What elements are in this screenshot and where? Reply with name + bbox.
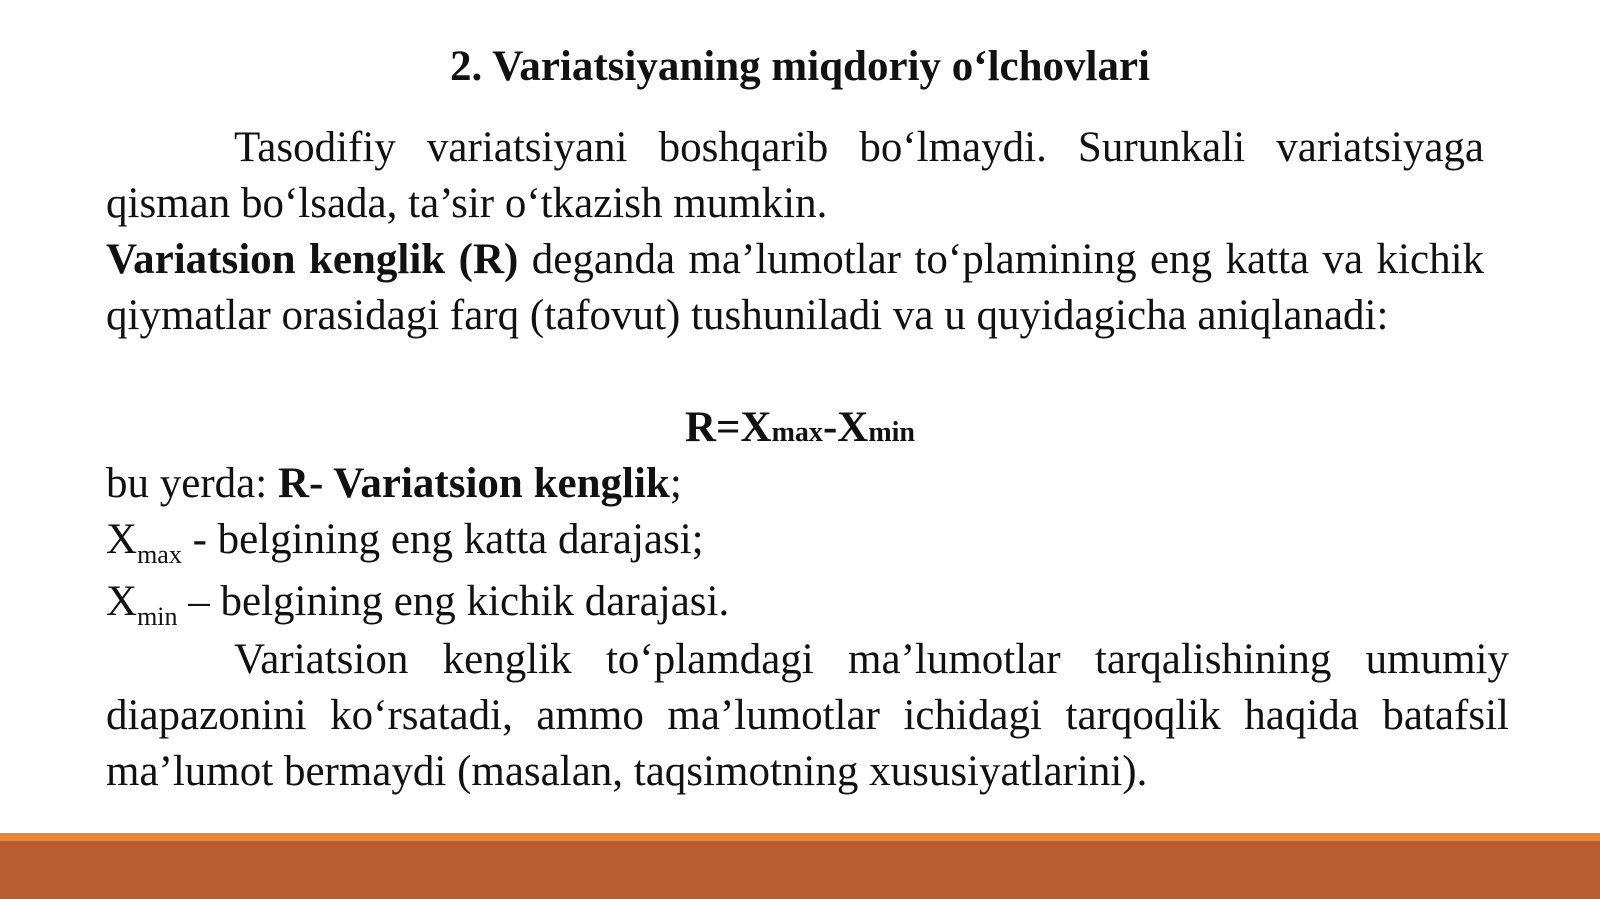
slide-title: 2. Variatsiyaning miqdoriy o‘lchovlari — [449, 43, 1150, 90]
summary-paragraph — [106, 632, 1509, 800]
xmin-subscript: min — [137, 602, 178, 631]
where-suffix: ; — [669, 460, 682, 507]
formula-lhs: R=X — [685, 404, 772, 451]
intro-paragraph — [106, 120, 1484, 232]
xmin-symbol: X — [106, 578, 138, 625]
definition-text: deganda ma’lumotlar to‘plamining eng katta va kichik qiymatlar orasidagi farq (tafovut) tushuniladi va u quyidagicha aniqlanadi: — [106, 236, 1485, 339]
xmax-symbol: X — [106, 516, 138, 563]
xmin-description: – belgining eng kichik darajasi. — [177, 578, 730, 625]
formula-sub-min: min — [868, 417, 915, 448]
where-line — [106, 456, 1506, 512]
xmax-subscript: max — [137, 540, 182, 569]
intro-text: Tasodifiy variatsiyani boshqarib bo‘lmaydi. Surunkali variatsiyaga qisman bo‘lsada, ta’sir o‘tkazish mumkin. — [106, 124, 1484, 227]
where-term: R- Variatsion kenglik — [277, 460, 670, 507]
range-formula — [0, 400, 1600, 461]
xmax-description: - belgining eng katta darajasi; — [181, 516, 704, 563]
formula-sub-max: max — [771, 417, 823, 448]
where-prefix: bu yerda: — [106, 460, 278, 507]
summary-text: Variatsion kenglik to‘plamdagi ma’lumotlar tarqalishining umumiy diapazonini ko‘rsatadi, ammo ma’lumotlar ichidagi tarqoqlik haqida batafsil ma’lumot bermaydi (masalan, taqsimotning xususiyatlarini). — [106, 636, 1509, 795]
footer-bar — [0, 833, 1600, 899]
xmax-line — [106, 512, 1506, 573]
formula-mid: -X — [822, 404, 869, 451]
definition-paragraph — [106, 232, 1484, 344]
definition-term: Variatsion kenglik (R) — [106, 236, 519, 283]
xmin-line — [106, 574, 1506, 635]
